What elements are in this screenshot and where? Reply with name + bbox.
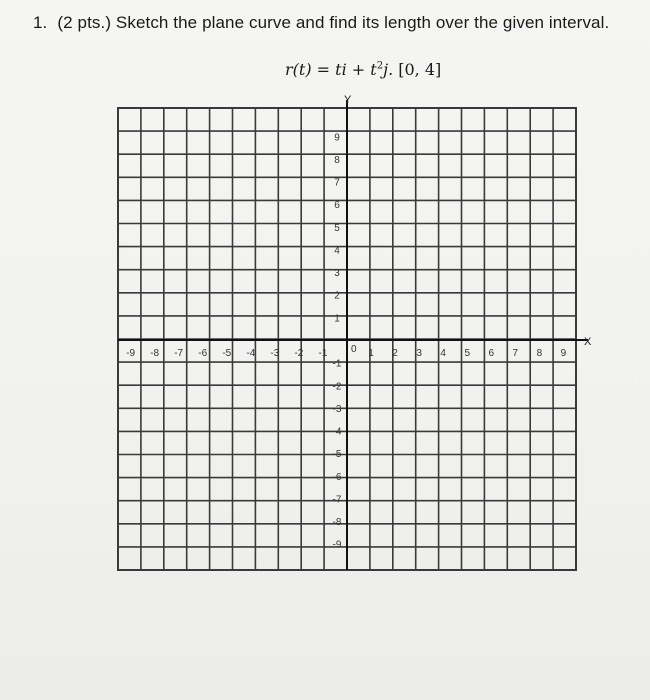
x-tick-label: 2 (392, 348, 398, 359)
formula-plus: + (351, 60, 366, 79)
x-tick-label: -3 (270, 348, 280, 359)
problem-text: (2 pts.) Sketch the plane curve and find its length over the given interval. (57, 13, 610, 32)
y-tick-label: 9 (334, 132, 340, 144)
formula-term1: ti (335, 60, 347, 79)
x-tick-label: 4 (440, 348, 446, 359)
formula-interval: [0, 4] (398, 60, 442, 79)
y-tick-label: -7 (332, 494, 342, 506)
y-tick-label: -1 (332, 358, 342, 370)
y-axis-label: Y (344, 94, 352, 106)
y-tick-label: 1 (334, 313, 340, 325)
y-tick-label: -5 (332, 449, 342, 461)
x-tick-label: 6 (488, 348, 495, 359)
x-tick-label: -4 (246, 348, 256, 359)
x-tick-label: -5 (222, 348, 232, 359)
formula-equals: = (316, 60, 331, 79)
y-tick-label: -2 (332, 381, 342, 393)
y-tick-label: 8 (334, 154, 340, 166)
x-tick-label: 3 (416, 348, 422, 359)
x-axis-label: X (584, 336, 592, 348)
y-tick-label: 4 (334, 245, 340, 257)
formula-term2-exponent: 2 (376, 60, 384, 72)
x-tick-label: 7 (512, 348, 519, 359)
x-tick-label: 9 (560, 348, 567, 359)
x-tick-label: -7 (174, 348, 184, 359)
y-tick-label: -8 (332, 517, 342, 529)
x-tick-label: -2 (294, 348, 304, 359)
problem-number: 1. (33, 13, 48, 32)
formula-lhs: r(t) (285, 60, 312, 79)
y-tick-label: -6 (332, 471, 342, 483)
y-tick-label: 5 (334, 222, 340, 234)
x-tick-label: 1 (368, 348, 374, 359)
formula-term2-base: t (370, 60, 377, 79)
x-tick-label: -1 (318, 348, 328, 359)
x-tick-label: -8 (150, 348, 160, 359)
x-tick-label: 5 (464, 348, 471, 359)
y-tick-label: 3 (334, 268, 340, 280)
y-tick-labels (333, 132, 342, 550)
formula-term2-unit: j. (383, 60, 394, 79)
y-tick-label: -3 (332, 403, 342, 415)
y-tick-label: -9 (332, 539, 342, 551)
x-tick-label: 8 (536, 348, 543, 359)
y-tick-label: 2 (334, 290, 340, 302)
origin-label: 0 (351, 344, 357, 355)
y-tick-label: -4 (332, 426, 342, 438)
y-tick-label: 7 (334, 177, 340, 189)
x-tick-label: -9 (126, 348, 136, 359)
x-tick-label: -6 (198, 348, 208, 359)
y-tick-label: 6 (334, 200, 340, 212)
